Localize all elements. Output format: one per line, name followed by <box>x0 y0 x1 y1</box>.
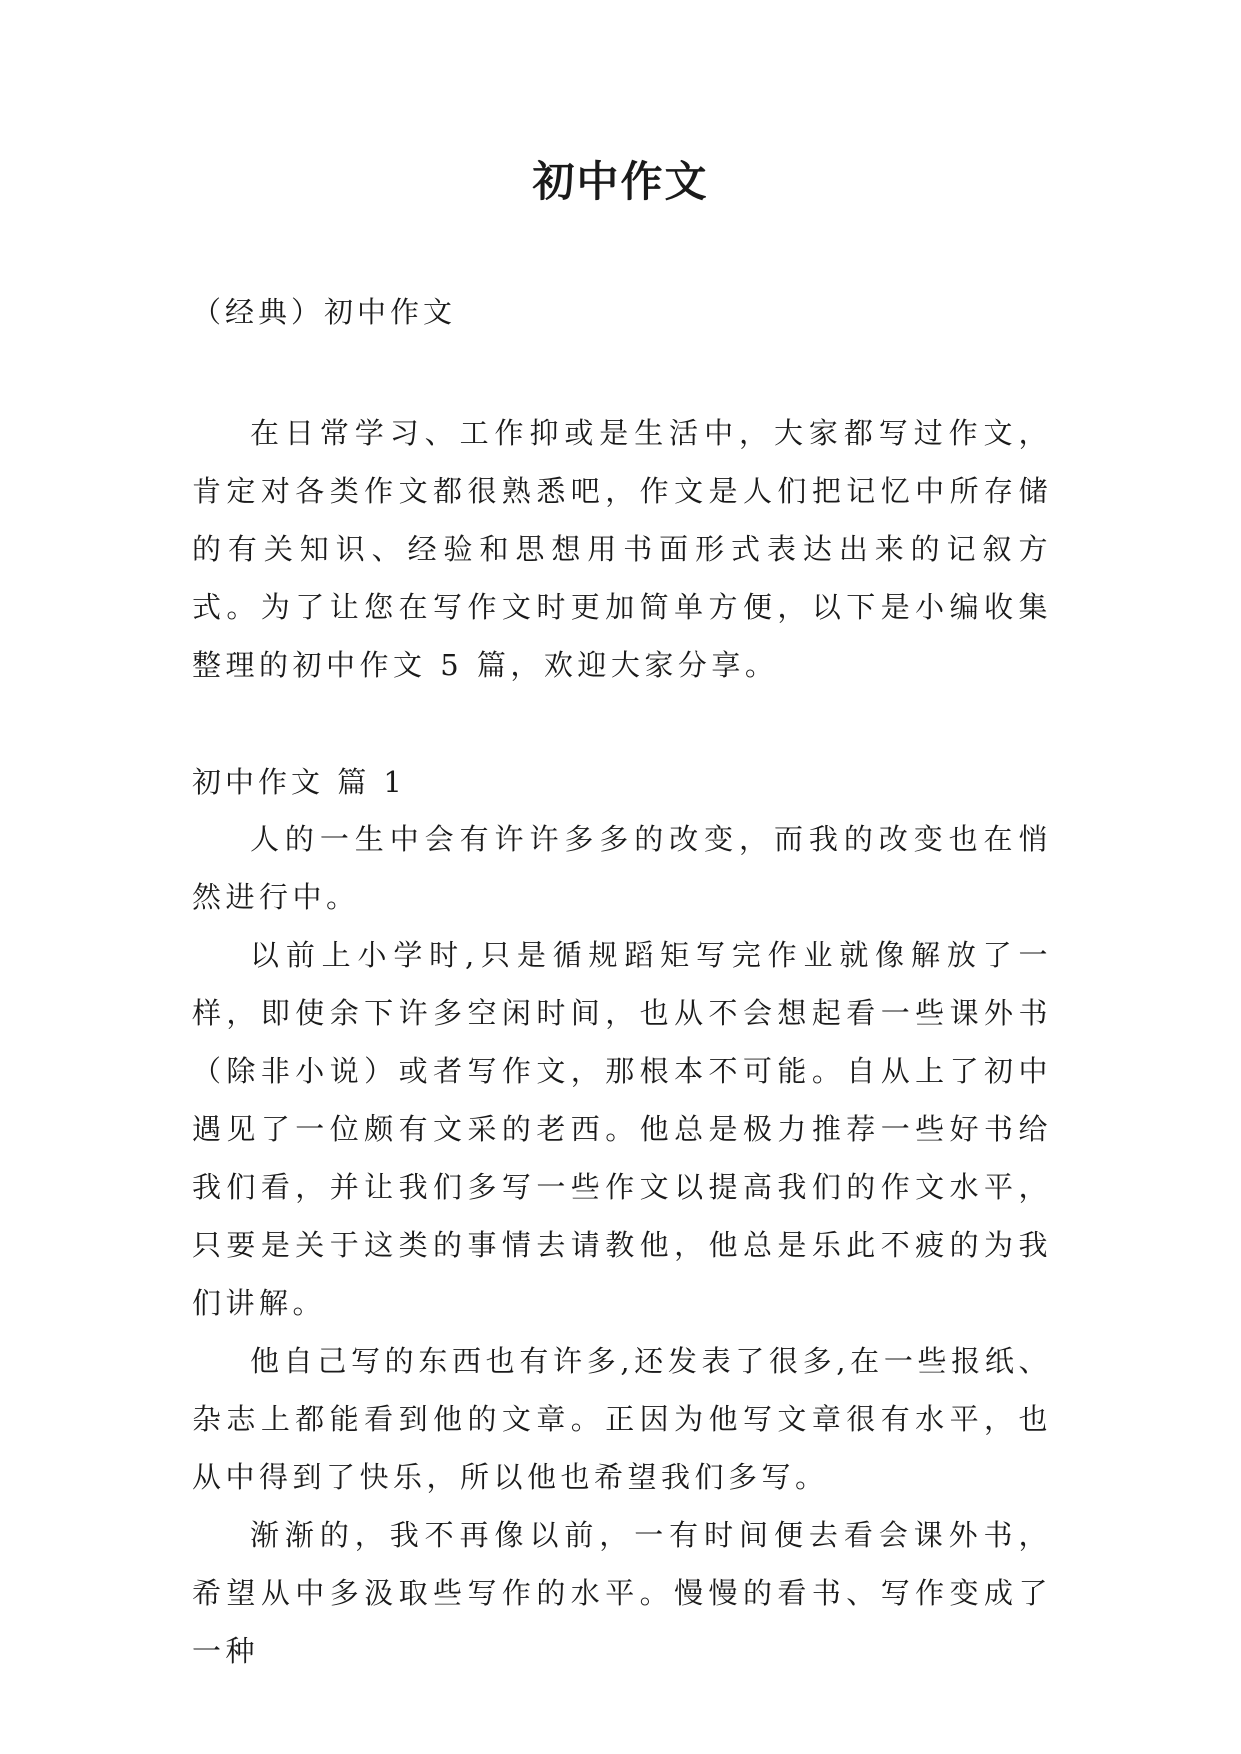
essay-paragraph-4: 渐渐的，我不再像以前，一有时间便去看会课外书，希望从中多汲取些写作的水平。慢慢的看书、写作变成了一种 <box>192 1518 1052 1668</box>
essay-paragraph-1: 人的一生中会有许许多多的改变，而我的改变也在悄然进行中。 <box>192 822 1052 914</box>
document-subtitle: （经典）初中作文 <box>192 295 457 329</box>
essay-body <box>192 810 1052 1680</box>
section-heading: 初中作文 篇 1 <box>192 765 406 799</box>
intro-block <box>192 404 1052 694</box>
essay-paragraph-2: 以前上小学时,只是循规蹈矩写完作业就像解放了一样，即使余下许多空闲时间，也从不会想起看一些课外书（除非小说）或者写作文，那根本不可能。自从上了初中遇见了一位颇有文采的老西。他总是极力推荐一些好书给我们看，并让我们多写一些作文以提高我们的作文水平，只要是关于这类的事情去请教他，他总是乐此不疲的为我们讲解。 <box>192 938 1052 1320</box>
intro-paragraph: 在日常学习、工作抑或是生活中，大家都写过作文，肯定对各类作文都很熟悉吧，作文是人们把记忆中所存储的有关知识、经验和思想用书面形式表达出来的记叙方式。为了让您在写作文时更加简单方便，以下是小编收集整理的初中作文 5 篇，欢迎大家分享。 <box>192 416 1052 682</box>
document-title: 初中作文 <box>532 157 709 206</box>
essay-paragraph-3: 他自己写的东西也有许多,还发表了很多,在一些报纸、杂志上都能看到他的文章。正因为他写文章很有水平，也从中得到了快乐，所以他也希望我们多写。 <box>192 1344 1053 1494</box>
